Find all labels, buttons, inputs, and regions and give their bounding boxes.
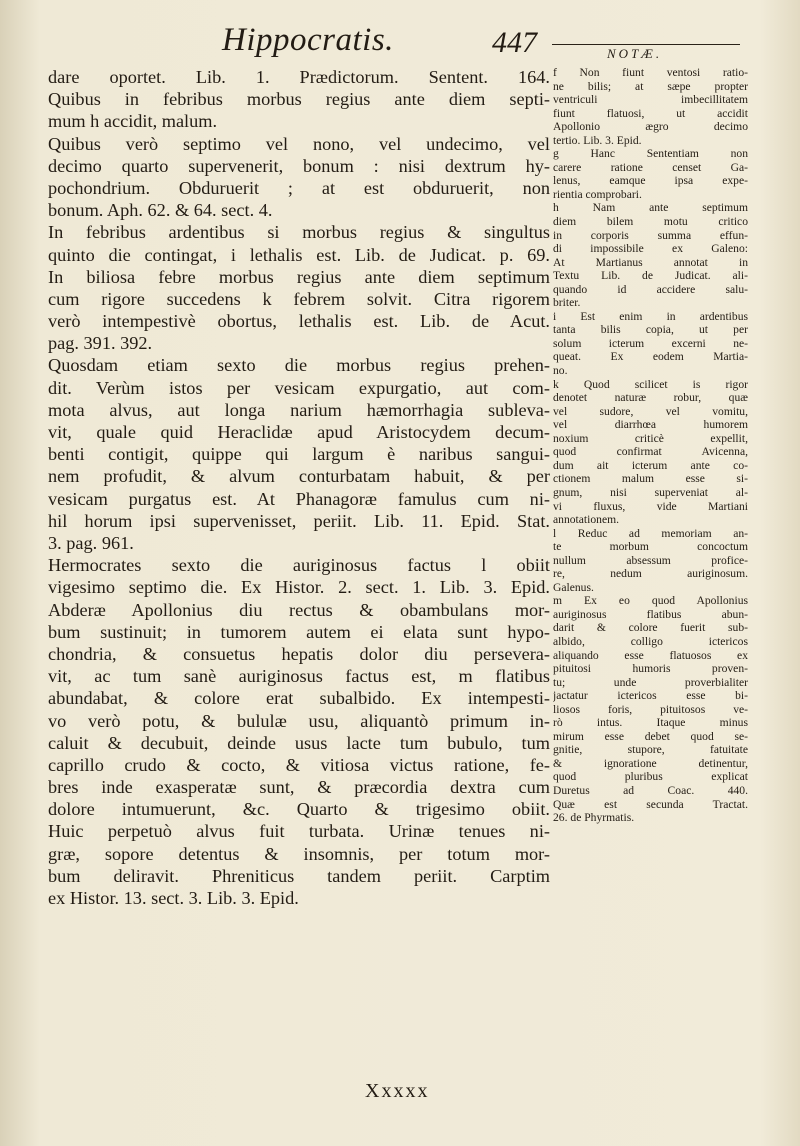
- text-line: vit, ac tum sanè auriginosus factus est, m flatibus: [48, 666, 550, 687]
- text-line: 3. pag. 961.: [48, 532, 134, 553]
- text-line: vigesimo septimo die. Ex Histor. 2. sect. 1. Lib. 3. Epid.: [48, 577, 550, 598]
- note-line: ne bilis; at sæpe propter: [553, 79, 748, 93]
- note-line: g Hanc Sententiam non: [553, 147, 748, 161]
- text-line: caluit & decubuit, deinde usus lacte tum bubulo, tum: [48, 732, 550, 753]
- note-line: Duretus ad Coac. 440.: [553, 783, 748, 797]
- text-line: Abderæ Apollonius diu rectus & obambulans mor-: [48, 599, 550, 620]
- note-line: no.: [553, 364, 568, 378]
- text-line: bonum. Aph. 62. & 64. sect. 4.: [48, 200, 273, 221]
- note-line: diem bilem motu critico: [553, 215, 748, 229]
- text-line: mum h accidit, malum.: [48, 111, 218, 132]
- note-line: gnum, nisi superveniat al-: [553, 485, 748, 499]
- note-line: quando id accidere salu-: [553, 282, 748, 296]
- text-line: nem profudit, & alvum conturbatam habuit, & per: [48, 466, 550, 487]
- text-line: dit. Verùm istos per vesicam expurgatio, aut com-: [48, 377, 550, 398]
- note-line: queat. Ex eodem Martia-: [553, 350, 748, 364]
- note-line: carere ratione censet Ga-: [553, 160, 748, 174]
- text-line: Quibus in febribus morbus regius ante diem septi-: [48, 89, 550, 110]
- text-line: dare oportet. Lib. 1. Prædictorum. Sentent. 164.: [48, 67, 550, 87]
- note-line: darit & colore fuerit sub-: [553, 621, 748, 635]
- note-line: m Ex eo quod Apollonius: [553, 594, 748, 608]
- note-line: quod confirmat Avicenna,: [553, 445, 748, 459]
- text-line: chondria, & consuetus hepatis dolor diu persevera-: [48, 643, 550, 664]
- text-line: decimo quarto supervenerit, bonum : nisi dextrum hy-: [48, 155, 550, 176]
- note-line: i Est enim in ardentibus: [553, 309, 748, 323]
- note-line: pituitosi humoris proven-: [553, 662, 748, 676]
- note-line: Apollonio ægro decimo: [553, 120, 748, 134]
- catchword: Xxxxx: [365, 1080, 430, 1102]
- text-line: benti contigit, quippe qui largum è naribus sangui-: [48, 444, 550, 465]
- note-line: rò intus. Itaque minus: [553, 716, 748, 730]
- note-line: aliquando esse flatuosos ex: [553, 648, 748, 662]
- text-line: In biliosa febre morbus regius ante diem septimum: [48, 266, 550, 287]
- text-line: græ, sopore detentus & insomnis, per totum mor-: [48, 843, 550, 864]
- note-line: rientia comprobari.: [553, 187, 642, 201]
- text-line: In febribus ardentibus si morbus regius & singultus: [48, 222, 550, 243]
- note-line: f Non fiunt ventosi ratio-: [553, 66, 748, 79]
- note-line: denotet naturæ robur, quæ: [553, 391, 748, 405]
- note-line: Quæ est secunda Tractat.: [553, 797, 748, 811]
- text-line: cum rigore succedens k febrem solvit. Citra rigorem: [48, 288, 550, 309]
- text-line: bum deliravit. Phreniticus tandem periit. Carptim: [48, 865, 550, 886]
- note-line: vi fluxus, vide Martiani: [553, 499, 748, 513]
- note-line: lenus, eamque ipsa expe-: [553, 174, 748, 188]
- note-line: fiunt flatuosi, ut accidit: [553, 106, 748, 120]
- main-text-column: [48, 66, 550, 909]
- text-line: abundabat, & colore erat subalbido. Ex intempesti-: [48, 688, 550, 709]
- text-line: dolore intumuerunt, &c. Quarto & trigesimo obiit.: [48, 799, 550, 820]
- text-line: vesicam purgatus est. At Phanagoræ famulus cum ni-: [48, 488, 550, 509]
- note-line: auriginosus flatibus abun-: [553, 607, 748, 621]
- text-line: quinto die contingat, i lethalis est. Lib. de Judicat. p. 69.: [48, 244, 550, 265]
- note-line: liosos foris, pituitosos ve-: [553, 702, 748, 716]
- text-line: Quosdam etiam sexto die morbus regius prehen-: [48, 355, 550, 376]
- note-line: tu; unde proverbialiter: [553, 675, 748, 689]
- note-line: albido, colligo ictericos: [553, 634, 748, 648]
- text-line: caprillo crudo & cocto, & vitiosa victus ratione, fe-: [48, 754, 550, 775]
- text-line: Quibus verò septimo vel nono, vel undecimo, vel: [48, 133, 550, 154]
- note-line: Galenus.: [553, 580, 594, 594]
- note-line: Textu Lib. de Judicat. ali-: [553, 269, 748, 283]
- page-number: 447: [492, 26, 537, 59]
- note-line: vel sudore, vel vomitu,: [553, 404, 748, 418]
- note-line: At Martianus annotat in: [553, 255, 748, 269]
- notes-rule: [552, 44, 740, 45]
- note-line: k Quod scilicet is rigor: [553, 377, 748, 391]
- text-line: Huic perpetuò alvus fuit turbata. Urinæ tenues ni-: [48, 821, 550, 842]
- note-line: te morbum concoctum: [553, 540, 748, 554]
- notes-column: [553, 66, 748, 825]
- note-line: jactatur ictericos esse bi-: [553, 689, 748, 703]
- note-line: h Nam ante septimum: [553, 201, 748, 215]
- note-line: mirum esse debet quod se-: [553, 729, 748, 743]
- note-line: re, nedum auriginosum.: [553, 567, 748, 581]
- note-line: & ignoratione detinentur,: [553, 756, 748, 770]
- note-line: nullum absessum profice-: [553, 553, 748, 567]
- note-line: noxium criticè expellit,: [553, 431, 748, 445]
- notes-heading: NOTÆ.: [607, 46, 663, 61]
- text-line: ex Histor. 13. sect. 3. Lib. 3. Epid.: [48, 888, 299, 908]
- note-line: di impossibile ex Galeno:: [553, 242, 748, 256]
- running-head: Hippocratis.: [222, 22, 394, 58]
- note-line: tanta bilis copia, ut per: [553, 323, 748, 337]
- text-line: pochondrium. Obduruerit ; at est obduruerit, non: [48, 177, 550, 198]
- text-line: vo verò potu, & bululæ usu, aliquantò primum in-: [48, 710, 550, 731]
- note-line: 26. de Phyrmatis.: [553, 811, 635, 825]
- text-line: hil horum ipsi supervenisset, periit. Lib. 11. Epid. Stat.: [48, 510, 550, 531]
- note-line: gnitie, stupore, fatuitate: [553, 743, 748, 757]
- text-line: bres inde exasperatæ sunt, & præcordia dextra cum: [48, 777, 550, 798]
- text-line: vit, quale quid Heraclidæ apud Aristocydem decum-: [48, 422, 550, 443]
- note-line: in corporis summa effun-: [553, 228, 748, 242]
- text-line: verò intempestivè obortus, lethalis est. Lib. de Acut.: [48, 311, 550, 332]
- note-line: l Reduc ad memoriam an-: [553, 526, 748, 540]
- note-line: dum ait icterum ante co-: [553, 458, 748, 472]
- note-line: ventriculi imbecillitatem: [553, 93, 748, 107]
- note-line: quod pluribus explicat: [553, 770, 748, 784]
- note-line: solum icterum excerni ne-: [553, 336, 748, 350]
- note-line: tertio. Lib. 3. Epid.: [553, 133, 642, 147]
- text-line: mota alvus, aut longa narium hæmorrhagia subleva-: [48, 399, 550, 420]
- text-line: pag. 391. 392.: [48, 333, 153, 354]
- text-line: Hermocrates sexto die auriginosus factus l obiit: [48, 555, 550, 576]
- text-line: bum sustinuit; in tumorem autem ei elata sunt hypo-: [48, 621, 550, 642]
- note-line: vel diarrhœa humorem: [553, 418, 748, 432]
- note-line: annotationem.: [553, 513, 620, 527]
- note-line: ctionem malum esse si-: [553, 472, 748, 486]
- note-line: briter.: [553, 296, 581, 310]
